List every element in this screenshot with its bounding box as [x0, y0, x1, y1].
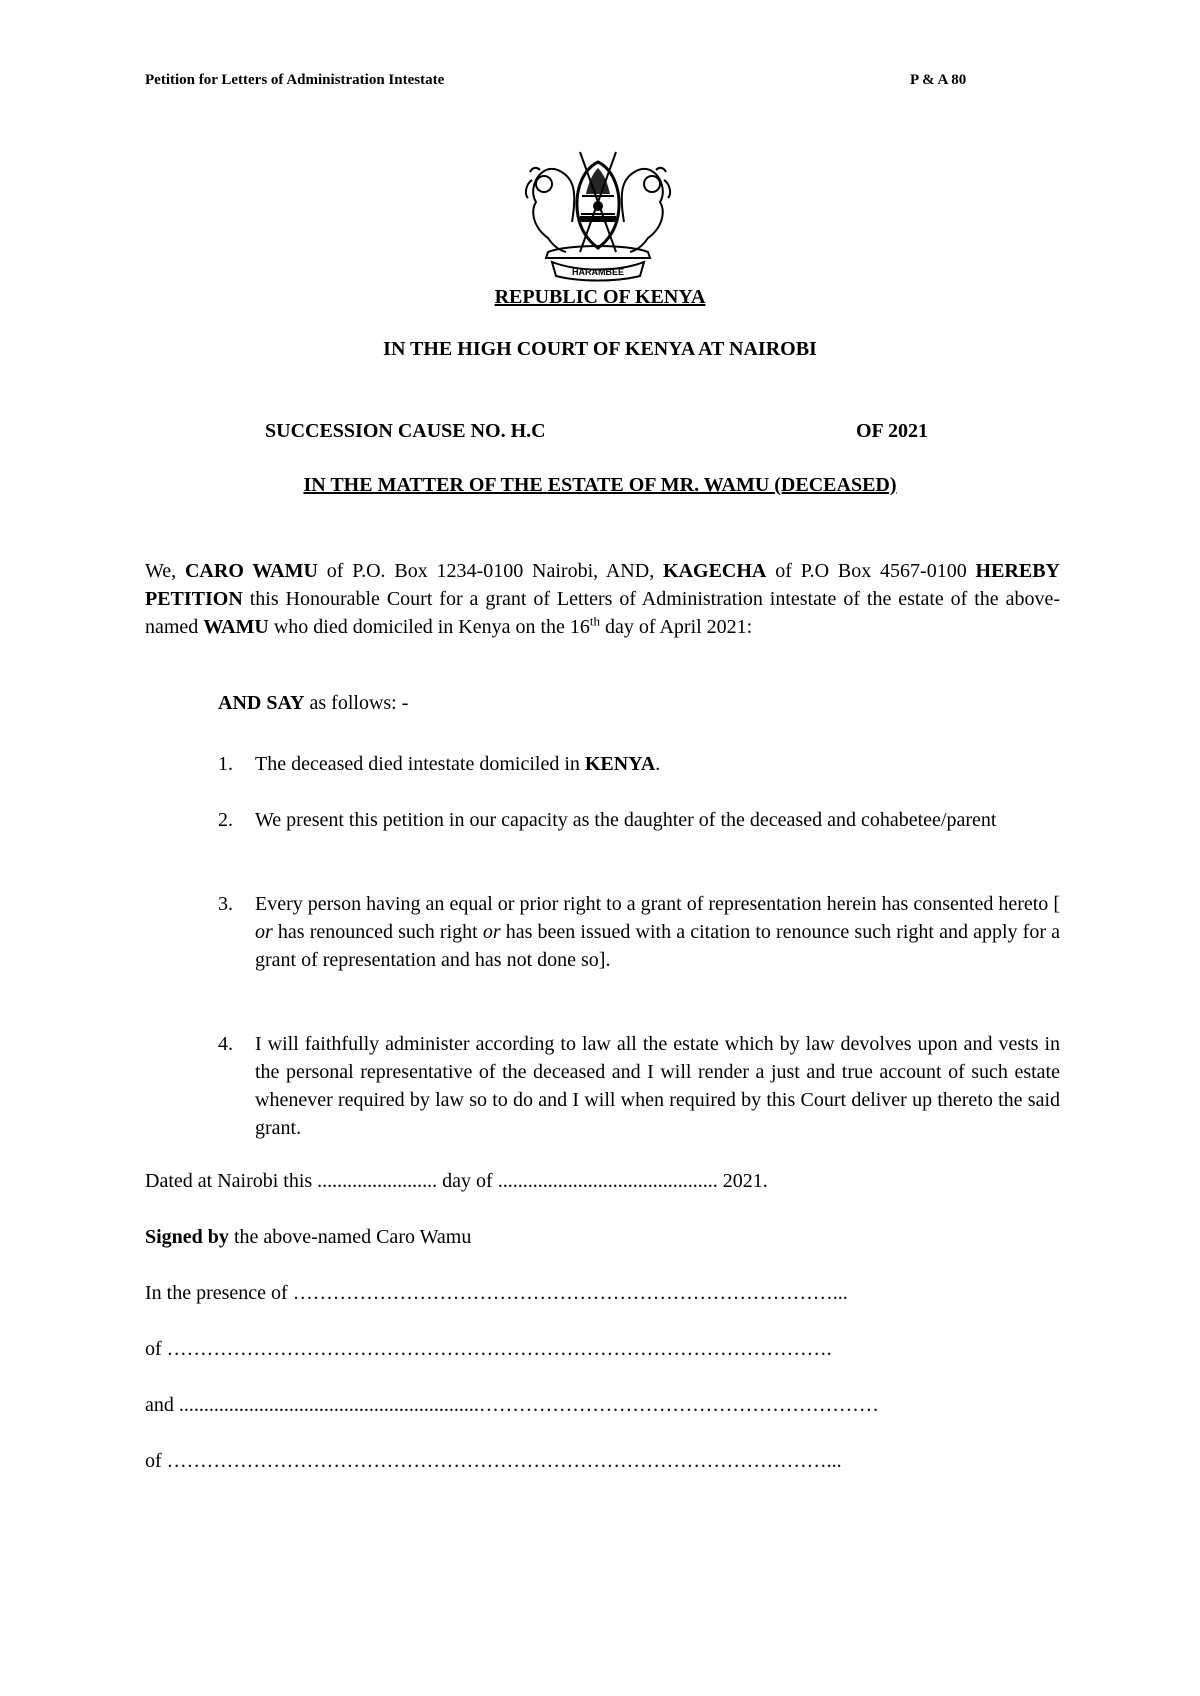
list-item [218, 750, 1060, 778]
list-item-text: We present this petition in our capacity as the daughter of the deceased and cohabetee/parent [255, 809, 997, 831]
estate-matter-heading: IN THE MATTER OF THE ESTATE OF MR. WAMU (DECEASED) [303, 474, 897, 496]
dated-line: Dated at Nairobi this ........................ day of ............................................ 2021. [145, 1170, 768, 1192]
list-item [218, 1030, 1060, 1142]
list-number: 3. [218, 893, 233, 915]
list-item [218, 806, 1060, 834]
list-number: 1. [218, 753, 233, 775]
item-text: . [655, 753, 661, 775]
court-heading: IN THE HIGH COURT OF KENYA AT NAIROBI [383, 338, 817, 360]
deceased-name: WAMU [203, 616, 269, 638]
item-text: has been issued with a citation to renounce such right and apply for a grant of representation and has not done so]. [255, 921, 1060, 971]
ordinal-suffix: th [589, 613, 601, 629]
signed-text: the above-named Caro Wamu [228, 1226, 472, 1248]
petition-text: day of April 2021: [600, 616, 753, 638]
witness-address-line: of ………………………………………………………………………………………. [145, 1338, 832, 1360]
form-title: Petition for Letters of Administration Intestate [145, 72, 445, 88]
list-item-text [255, 750, 1060, 778]
item-italic: or [482, 921, 501, 943]
second-witness-address-line: of ………………………………………………………………………………………... [145, 1450, 842, 1472]
list-number: 4. [218, 1033, 233, 1055]
list-number: 2. [218, 809, 233, 831]
petitioner-name: CARO WAMU [184, 560, 318, 582]
petition-text: We, [145, 560, 185, 582]
item-text: The deceased died intestate domiciled in [255, 753, 585, 775]
signed-line [145, 1226, 471, 1249]
item-text: has renounced such right [272, 921, 483, 943]
petition-paragraph [145, 557, 1060, 641]
petition-text: who died domiciled in Kenya on the 16 [268, 616, 590, 638]
second-witness-line: and ............................................................…………………………………………………… [145, 1394, 879, 1416]
republic-heading: REPUBLIC OF KENYA [494, 286, 706, 308]
form-code: P & A 80 [910, 72, 967, 88]
item-text: Every person having an equal or prior right to a grant of representation herein has consented hereto [ [255, 893, 1060, 915]
witness-presence-line: In the presence of ………………………………………………………………………... [145, 1282, 848, 1304]
and-say-keyword: AND SAY [218, 692, 305, 714]
petitioner-name: KAGECHA [663, 560, 767, 582]
emblem-motto: HARAMBEE [571, 267, 625, 277]
list-item-text: I will faithfully administer according to law all the estate which by law devolves upon and vests in the personal representative of the deceased and I will render a just and true account of such estate whenever required by law so to do and I will when required by this Court deliver up thereto the said grant. [255, 1033, 1060, 1139]
item-bold: KENYA [584, 753, 656, 775]
succession-cause-year: OF 2021 [856, 420, 929, 442]
petition-keyword: HEREBY PETITION [145, 560, 1060, 610]
list-item [218, 890, 1060, 974]
kenya-coat-of-arms-icon [518, 140, 678, 282]
signed-keyword: Signed by [145, 1226, 229, 1248]
item-italic: or [255, 921, 273, 943]
succession-cause-label: SUCCESSION CAUSE NO. H.C [265, 420, 546, 442]
petition-text: this Honourable Court for a grant of Letters of Administration intestate of the estate of the above-named [145, 588, 1060, 638]
and-say-line [218, 692, 408, 715]
and-say-text: as follows: - [304, 692, 409, 714]
list-item-text [255, 890, 1060, 974]
petition-text: of P.O Box 4567-0100 [766, 560, 976, 582]
petition-text: of P.O. Box 1234-0100 Nairobi, AND, [317, 560, 664, 582]
